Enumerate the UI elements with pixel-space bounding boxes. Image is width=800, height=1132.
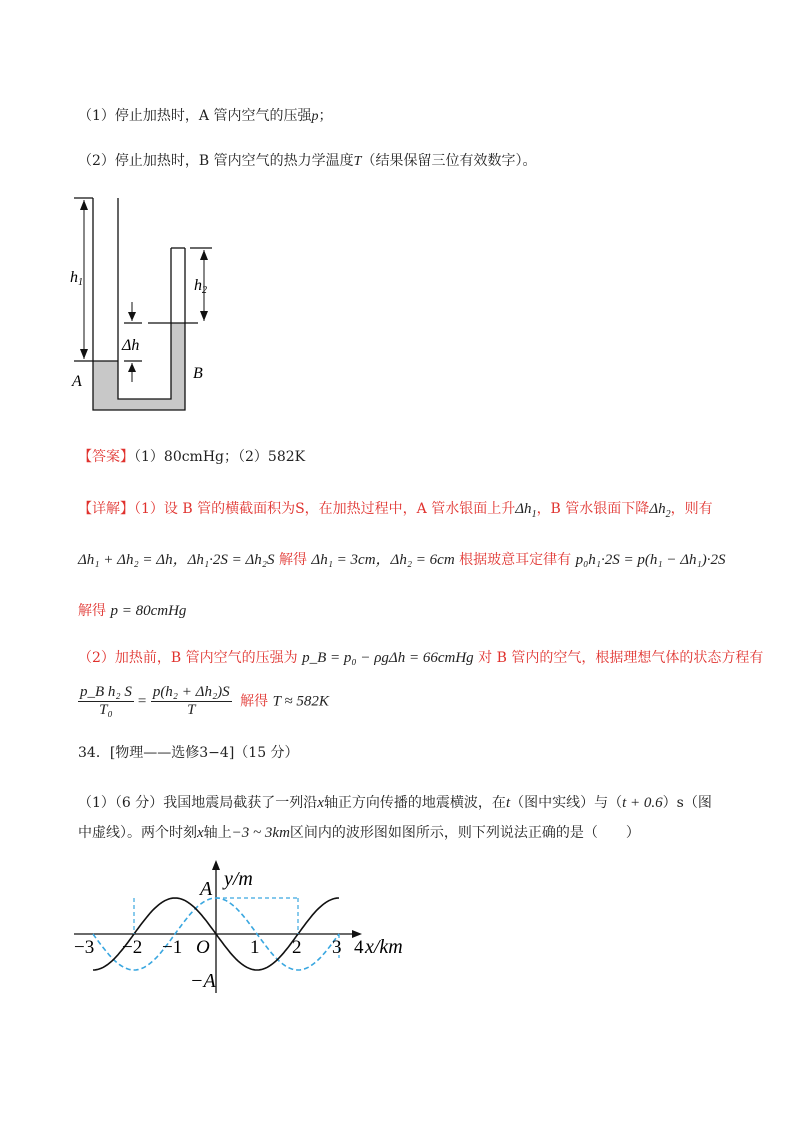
- eq2: Δh₁ = 3cm，Δh₂ = 6cm: [311, 552, 455, 568]
- q2-var: T: [353, 154, 362, 169]
- eq1: Δh₁ + Δh₂ = Δh，Δh₁·2S = Δh₂S: [78, 552, 275, 568]
- law-text: 根据玻意耳定律有: [459, 552, 572, 568]
- frac2-num: p(h₂ + Δh₂)S: [152, 684, 230, 700]
- q34-l1a: （1）（6 分）我国地震局截获了一列沿: [78, 795, 318, 811]
- tick-2: 2: [292, 937, 302, 958]
- dh1-var: $\Delta h_1$: [515, 501, 537, 520]
- q1-text: （1）停止加热时，A 管内空气的压强: [78, 108, 312, 124]
- frac1-den: T₀: [99, 702, 113, 718]
- q34-line-2: [78, 822, 640, 842]
- u-tube-figure: [60, 190, 240, 420]
- tick-neg2: −2: [122, 937, 143, 958]
- detail-line-4: [78, 647, 763, 667]
- answer-body: （1）80cmHg；（2）582K: [134, 449, 306, 465]
- q34-range: −3 ~ 3km: [231, 825, 290, 841]
- tick-3: 3: [332, 937, 342, 958]
- frac2-den: T: [187, 702, 196, 718]
- answer-line: [78, 446, 305, 466]
- q2-end: （结果保留三位有效数字）。: [361, 153, 537, 169]
- line5: （2）加热前，B 管内空气的压强为: [78, 650, 298, 666]
- tick-neg3: −3: [74, 937, 95, 958]
- fraction-right: [151, 684, 232, 719]
- tick-neg1: −1: [162, 937, 183, 958]
- h2-arrow-up: [200, 250, 208, 260]
- q34-t: t: [505, 795, 511, 811]
- solve1: 解得: [278, 552, 307, 568]
- label-b: B: [193, 365, 203, 382]
- q34-x2: x: [197, 825, 204, 841]
- q34-l1c: （图中实线）与（: [510, 795, 623, 811]
- y-axis-label: y/m: [224, 868, 253, 890]
- wave-figure: [60, 855, 440, 1005]
- q34-l1b: 轴正方向传播的地震横波，在: [323, 795, 506, 811]
- solve3: 解得: [240, 693, 269, 710]
- line5-end: 对 B 管内的空气，根据理想气体的状态方程有: [478, 650, 764, 666]
- detail-line1-end: ，则有: [670, 501, 713, 517]
- frac1-num: p_B h₂ S: [80, 684, 132, 700]
- amp-pos-label: A: [200, 878, 213, 900]
- h2-arrow-down: [200, 311, 208, 321]
- section-heading: 34．[物理——选修3−4]（15 分）: [78, 745, 299, 761]
- dh-arrow-bottom-head: [128, 363, 136, 372]
- h1-label: h1: [70, 269, 83, 288]
- tick-4: 4: [354, 937, 364, 958]
- eq4: p = 80cmHg: [110, 603, 187, 619]
- dh-label: Δh: [122, 337, 140, 354]
- question-1: [78, 105, 332, 125]
- amp-neg-label: −A: [190, 970, 216, 992]
- q34-l2c: 区间内的波形图如图所示，则下列说法正确的是（ ）: [289, 825, 640, 841]
- detail-line-2: [78, 548, 725, 569]
- q34-x: x: [317, 795, 324, 811]
- h1-arrow-up: [80, 200, 88, 210]
- tick-1: 1: [250, 937, 260, 958]
- detail-line1-mid: ，B 管水银面下降: [536, 501, 650, 517]
- question-2: [78, 150, 536, 170]
- detail-line-3: [78, 600, 186, 620]
- x-axis-label: x/km: [365, 936, 403, 958]
- detail-line1: （1）设 B 管的横截面积为S，在加热过程中，A 管水银面上升: [134, 501, 516, 517]
- detail-line-5: $\frac{\text{p\_B h₂ S}}{\text{T₀}}$ = $\frac{\text{p(h₂ + Δh₂)S}}{T}$ 解得 T ≈ 582K: [80, 684, 329, 718]
- q1-var: p: [311, 109, 319, 124]
- q34-l2b: 轴上: [203, 825, 232, 841]
- origin-label: O: [196, 937, 210, 958]
- dh2-var: $\Delta h_2$: [649, 501, 671, 520]
- label-a: A: [72, 373, 82, 390]
- q34-l2a: 中虚线）。两个时刻: [78, 825, 197, 841]
- h1-arrow-down: [80, 349, 88, 359]
- q34-t06: t + 0.6: [622, 795, 663, 811]
- solve2: 解得: [78, 603, 106, 619]
- answer-tag: 【答案】: [78, 449, 134, 465]
- eq3: p₀h₁·2S = p(h₁ − Δh₁)·2S: [575, 552, 726, 568]
- detail-tag: 【详解】: [78, 501, 134, 517]
- tube-inner: [118, 198, 171, 399]
- detail-line-1: [78, 498, 713, 520]
- q2-text: （2）停止加热时，B 管内空气的热力学温度: [78, 153, 354, 169]
- q1-end: ；: [318, 108, 333, 124]
- h2-label: h2: [194, 277, 207, 296]
- eq5: p_B = p₀ − ρgΔh = 66cmHg: [302, 650, 474, 666]
- q34-line-1: [78, 792, 712, 812]
- eq6: T ≈ 582K: [272, 693, 329, 710]
- fraction-left: [78, 684, 134, 719]
- q34-l1d: ）s（图: [662, 795, 712, 811]
- y-axis-arrow: [212, 860, 220, 870]
- dh-arrow-top-head: [128, 312, 136, 321]
